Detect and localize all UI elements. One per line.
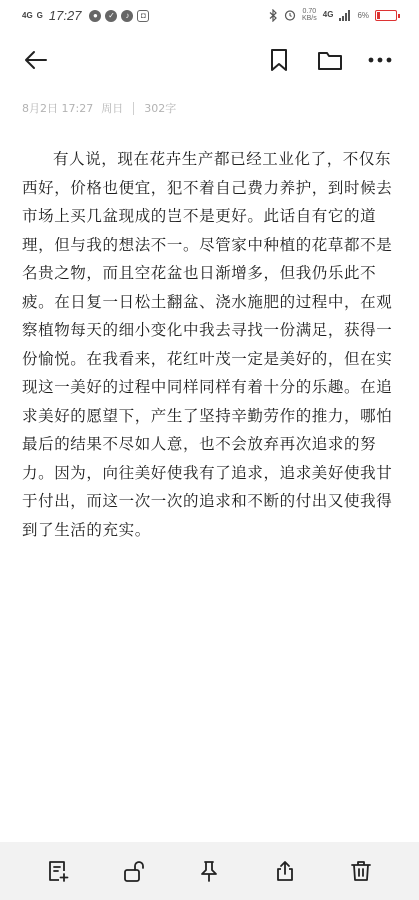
network-indicator-2: G <box>36 10 43 20</box>
app-box-icon: ◘ <box>137 10 149 22</box>
share-button[interactable] <box>269 855 301 887</box>
delete-button[interactable] <box>345 855 377 887</box>
unlock-button[interactable] <box>118 855 150 887</box>
status-time: 17:27 <box>48 8 82 23</box>
status-bar <box>0 0 419 32</box>
signal-icon <box>339 10 351 21</box>
more-icon <box>368 57 392 63</box>
note-meta <box>22 100 176 116</box>
trash-icon <box>349 859 373 883</box>
battery-icon <box>375 10 397 21</box>
back-button[interactable] <box>20 44 52 76</box>
alarm-icon <box>284 9 296 21</box>
back-arrow-icon <box>24 50 48 70</box>
note-weekday: 周日 <box>101 102 124 115</box>
status-left <box>22 8 149 23</box>
meta-divider <box>133 102 134 115</box>
word-count: 302字 <box>144 102 177 115</box>
folder-icon <box>317 49 343 71</box>
bottom-toolbar <box>0 842 419 900</box>
add-note-icon <box>46 859 70 883</box>
wechat-icon: ● <box>89 10 101 22</box>
network-indicator-1: 4G <box>22 10 33 20</box>
more-button[interactable] <box>364 44 396 76</box>
share-icon <box>273 859 297 883</box>
signal-type: 4G <box>322 10 334 19</box>
bookmark-button[interactable] <box>263 44 295 76</box>
network-speed: 0.70 KB/s <box>301 8 317 22</box>
note-content[interactable]: 有人说，现在花卉生产都已经工业化了，不仅东西好，价格也便宜，犯不着自己费力养护，到时候去市场上买几盆现成的岂不是更好。此话自有它的道理，但与我的想法不一。尽管家中种植的花草都不是名贵之物，而且空花盆也日渐增多，但我仍乐此不疲。在日复一日松土翻盆、浇水施肥的过程中，在观察植物每天的细小变化中我去寻找一份满足，获得一份愉悦。在我看来，花红叶茂一定是美好的，但在实现这一美好的过程中同样同样有着十分的乐趣。在追求美好的愿望下，产生了坚持辛勤劳作的推力，哪怕最后的结果不尽如人意，也不会放弃再次追求的努力。因为，向往美好使我有了追求，追求美好使我甘于付出，而这一次一次的追求和不断的付出又使我得到了生活的充实。 <box>22 150 393 539</box>
move-to-folder-button[interactable] <box>314 44 346 76</box>
status-right <box>269 8 397 22</box>
note-date: 8月2日 17:27 <box>22 102 94 115</box>
top-bar <box>0 38 419 82</box>
pin-button[interactable] <box>193 855 225 887</box>
tiktok-icon: ♪ <box>121 10 133 22</box>
bookmark-icon <box>269 48 289 72</box>
battery-percent: 6% <box>357 10 369 20</box>
pin-icon <box>197 859 221 883</box>
compass-icon: ✓ <box>105 10 117 22</box>
add-note-button[interactable] <box>42 855 74 887</box>
unlock-icon <box>122 859 146 883</box>
bluetooth-icon <box>269 9 278 22</box>
